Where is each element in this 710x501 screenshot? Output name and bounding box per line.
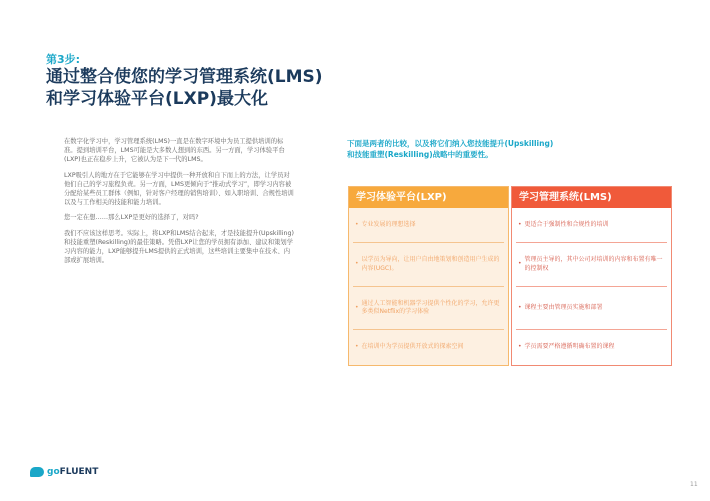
bullet-icon: • [518,303,522,311]
lxp-item [349,243,508,286]
lxp-item [349,287,508,329]
paragraph: LXP吸引人的地方在于它能够在学习中提供一种开放和自下而上的方法，让学员对他们自己的学习旅程负责。另一方面，LMS更倾向于“推动式学习”，即学习内容被分配给某些员工群体（例如，针对客户经理的销售培训）、如入职培训、合规性培训以及与工作相关的技能和能力培训。 [64,171,294,207]
lxp-item [349,330,508,365]
lxp-item-text: 通过人工智能和机器学习提供个性化的学习，允许更多类似Netflix的学习体验 [361,299,500,315]
page-title [46,66,323,110]
bullet-icon: • [355,260,359,268]
lms-item [512,208,671,242]
page-number: 11 [690,481,698,488]
lxp-column [348,186,509,366]
paragraph: 我们不应该这样思考。实际上，将LXP和LMS结合起来，才是技能提升(Upskilling)和技能重塑(Reskilling)的最佳策略。凭借LXP让您的学员拥有添加、建议和策划学习内容的能力，LXP能够提升LMS提供的正式培训，这些培训主要集中在技术、内部或扩展培训。 [64,229,295,265]
lms-item-text: 更适合于强制性和合规性的培训 [524,220,609,228]
body-text [64,137,294,271]
lms-item [512,330,671,365]
comparison-table [348,186,672,366]
logo-mark-icon [30,467,44,477]
lms-item-text: 学员需要严格遵循明确布置的课程 [524,343,615,351]
lms-item [512,287,671,329]
step-label: 第3步: [46,53,81,66]
lxp-item [349,208,508,242]
lms-item [512,243,671,286]
paragraph: 在数字化学习中，学习管理系统(LMS)一直是在数字环境中为员工提供培训的标准。提到培训平台，LMS可能是大多数人想到的东西。另一方面，学习体验平台(LXP)也正在稳步上升，它被认为是下一代的LMS。 [64,138,285,164]
lms-header: 学习管理系统(LMS) [512,187,671,208]
bullet-icon: • [355,343,359,351]
bullet-icon: • [355,303,359,311]
lxp-item-text: 以学员为导向，让用户自由地策划和创造用户生成的内容(UGC)。 [361,256,500,272]
lxp-header: 学习体验平台(LXP) [349,187,508,208]
paragraph: 您一定在想……那么LXP是更好的选择了，对吗? [64,214,199,222]
lms-item-text: 课程主要由管理员实施和部署 [524,303,603,311]
bullet-icon: • [518,343,522,351]
bullet-icon: • [355,220,359,228]
title-line-2: 和学习体验平台(LXP)最大化 [46,89,268,109]
title-line-1: 通过整合使您的学习管理系统(LMS) [46,67,323,87]
bullet-icon: • [518,260,522,268]
gofluent-logo [30,467,98,477]
intro-line-1: 下面是两者的比较，以及将它们纳入您技能提升(Upskilling) [347,139,554,148]
intro-line-2: 和技能重塑(Reskilling)战略中的重要性。 [347,150,493,159]
bullet-icon: • [518,220,522,228]
logo-wordmark: goFLUENT [47,467,99,477]
lxp-item-text: 专业发展的理想选择 [361,220,416,228]
lxp-item-text: 在培训中为学员提供开放式的探索空间 [361,343,464,351]
lms-item-text: 管理员主导的，其中公司对培训的内容和布置有唯一的控制权 [524,256,663,272]
comparison-intro [347,138,647,160]
lms-column [511,186,672,366]
